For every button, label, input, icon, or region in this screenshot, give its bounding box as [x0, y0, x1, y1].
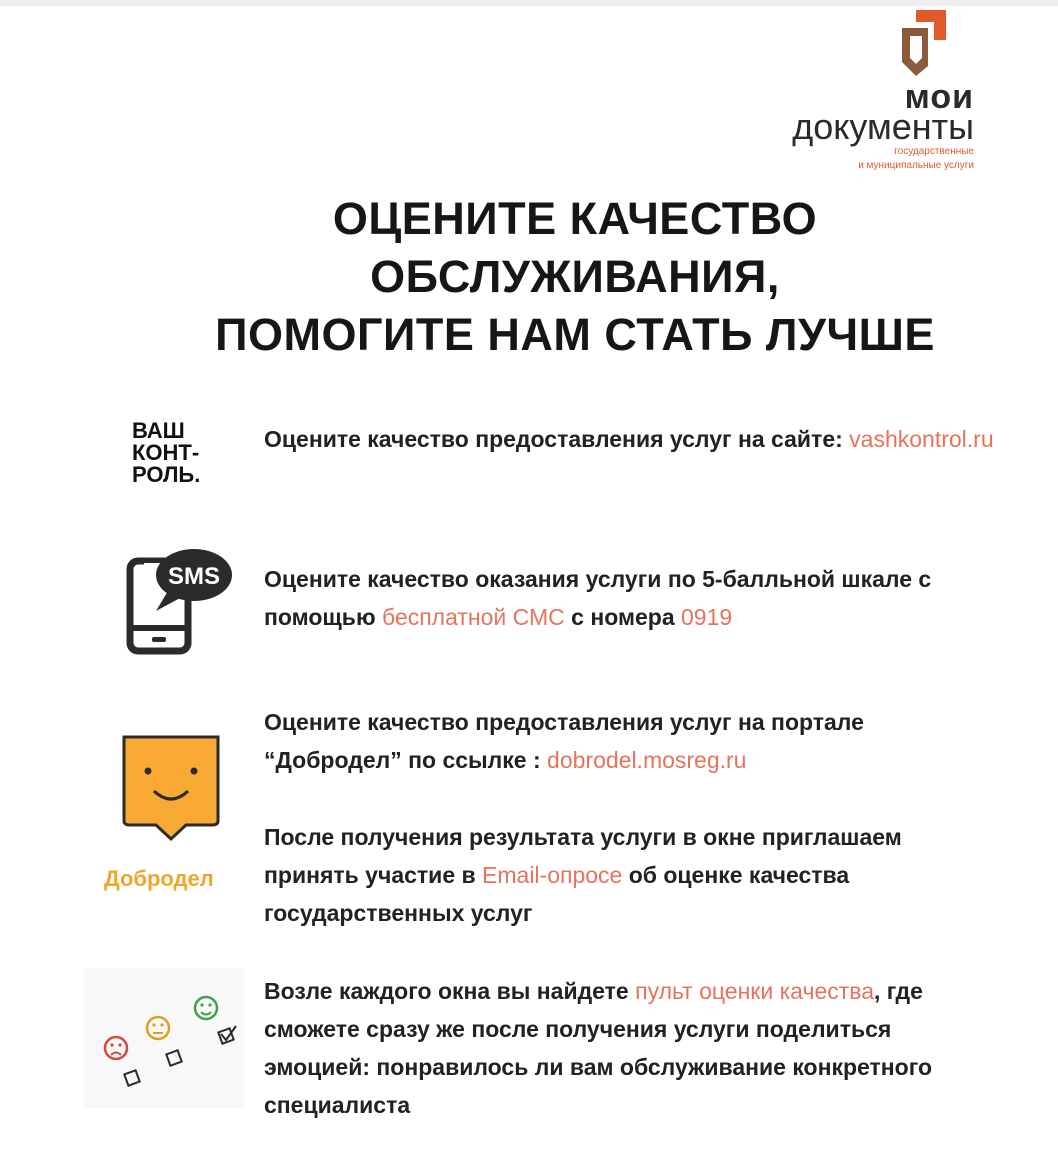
sms-text: [264, 560, 964, 636]
vashkontrol-link[interactable]: vashkontrol.ru: [849, 426, 994, 452]
remote-text-a: Возле каждого окна вы найдете: [264, 978, 636, 1004]
email-text-a: После получения результата услуги в окне приглашаем принять участие в: [264, 824, 902, 888]
remote-highlight: пульт оценки качества: [635, 978, 875, 1004]
vk-text: Оцените качество предоставления услуг на сайте:: [264, 426, 850, 452]
dobrodel-smile-icon: [120, 733, 222, 843]
title-line-1: ОЦЕНИТЕ КАЧЕСТВО: [332, 193, 818, 244]
sms-number-highlight: 0919: [681, 604, 733, 630]
page-title: [150, 190, 1000, 364]
dobrodel-label: Добродел: [104, 866, 214, 891]
sms-label: SMS: [167, 563, 221, 590]
logo-subtitle-2: и муниципальные услуги: [858, 160, 974, 171]
dobrodel-text: [264, 703, 1004, 779]
moi-dokumenty-logo: [734, 6, 974, 176]
email-text-b: об оценке качества государственных услуг: [264, 862, 850, 926]
vashkontrol-text: [264, 420, 1004, 458]
rating-remote-icon: [84, 968, 244, 1108]
remote-text: [264, 972, 954, 1124]
email-survey-highlight: Email-опросе: [482, 862, 623, 888]
sms-text-b: с номера: [564, 604, 681, 630]
title-line-3: ПОМОГИТЕ НАМ СТАТЬ ЛУЧШЕ: [215, 309, 935, 360]
dobrodel-link[interactable]: dobrodel.mosreg.ru: [547, 747, 747, 773]
remote-text-b: , где сможете сразу же после получения услуги поделиться эмоцией: понравилось ли вам обслуживание конкретного специалиста: [264, 978, 933, 1118]
logo-emblem-icon: [894, 6, 966, 78]
vk-line-3: РОЛЬ.: [132, 462, 201, 487]
sms-text-a: Оцените качество оказания услуги по 5-балльной шкале с помощью: [264, 566, 932, 630]
logo-moi: мои: [904, 78, 974, 116]
sms-phone-icon: [124, 545, 236, 657]
sms-free-highlight: бесплатной СМС: [381, 604, 565, 630]
logo-documents: документы: [792, 106, 974, 147]
title-line-2: ОБСЛУЖИВАНИЯ,: [370, 251, 780, 302]
email-text: [264, 818, 924, 932]
logo-subtitle-1: государственные: [894, 146, 974, 157]
dobrodel-text-a: Оцените качество предоставления услуг на портале “Добродел” по ссылке :: [264, 709, 864, 773]
vk-line-1: ВАШ: [132, 418, 185, 443]
vk-line-2: КОНТ-: [132, 440, 200, 465]
vashkontrol-logo-icon: [132, 420, 232, 500]
